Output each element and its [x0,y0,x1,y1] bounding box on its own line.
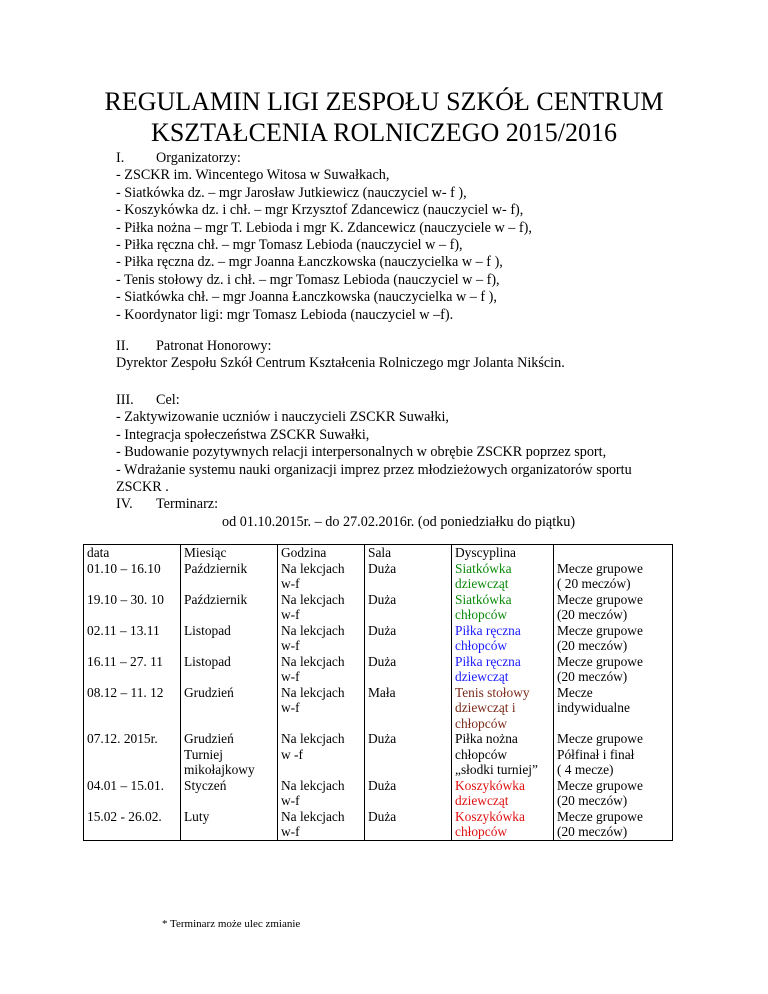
cell-month-line: Grudzień [184,684,234,700]
cell-hall: Duża [365,623,452,654]
cell-match-type-line: ( 20 meczów) [557,576,631,591]
cell-month-line: Grudzień [184,731,234,746]
cell-discipline [452,654,554,685]
cell-month-line: mikołajkowy [184,762,255,777]
cell-discipline [452,778,554,809]
header-data: data [84,545,181,561]
document-title [0,86,768,148]
header-discipline: Dyscyplina [452,545,554,561]
cell-discipline-line: chłopców [455,715,508,731]
cell-hour [278,623,365,654]
cell-discipline-line: dziewcząt i [455,700,516,715]
cell-hour [278,685,365,732]
section-line: - Zaktywizowanie uczniów i nauczycieli ZSCKR Suwałki, [116,409,449,426]
cell-hour [278,592,365,623]
cell-hour-line: Na lekcjach [281,653,345,669]
cell-month-line: Styczeń [184,777,227,793]
section-line: - Siatkówka chł. – mgr Joanna Łanczkowska (nauczycielka w – f ), [116,289,497,306]
cell-discipline-line: dziewcząt [455,669,509,684]
section-line: - Tenis stołowy dz. i chł. – mgr Tomasz Lebioda (nauczyciel w – f), [116,271,500,288]
cell-hall: Duża [365,654,452,685]
cell-discipline-line: Piłka ręczna [455,653,521,669]
cell-month-line: Listopad [184,653,231,669]
title-line-2: KSZTAŁCENIA ROLNICZEGO 2015/2016 [151,118,617,147]
cell-hall: Duża [365,778,452,809]
cell-month-line: Październik [184,591,248,607]
header-hall: Sala [365,545,452,561]
section-organizers [116,150,532,324]
section-line: - Integracja społeczeństwa ZSCKR Suwałki, [116,426,370,443]
section-schedule [116,496,218,513]
section-line: - ZSCKR im. Wincentego Witosa w Suwałkach, [116,167,390,184]
section-line: - Wdrażanie systemu nauki organizacji imprez przez młodzieżowych organizatorów sportu [116,461,632,478]
title-line-1: REGULAMIN LIGI ZESPOŁU SZKÓŁ CENTRUM [104,87,664,116]
table-row [84,809,673,841]
cell-hour-line: w-f [281,638,300,653]
cell-match-type-line: Półfinał i finał [557,746,635,762]
section-patronage [116,338,565,373]
cell-match-type [554,809,673,841]
cell-match-type-line: Mecze grupowe [557,731,643,746]
cell-discipline-line: „słodki turniej” [455,762,538,777]
cell-hour-line: w-f [281,700,300,715]
cell-hour-line: Na lekcjach [281,684,345,700]
section-number: IV. [116,496,133,512]
cell-hall: Duża [365,731,452,778]
section-heading: Organizatorzy: [156,150,241,166]
cell-match-type-line: Mecze grupowe [557,622,643,638]
cell-month [181,778,278,809]
cell-discipline-line: chłopców [455,638,508,653]
cell-month-line: Luty [184,808,210,824]
table-row [84,592,673,623]
cell-month-line: Turniej [184,746,223,762]
cell-discipline-line: Piłka ręczna [455,622,521,638]
cell-hall: Duża [365,592,452,623]
schedule-table [83,544,673,841]
cell-date: 19.10 – 30. 10 [84,592,181,623]
cell-hour-line: w-f [281,824,300,839]
cell-hour-line: w-f [281,576,300,591]
header-month: Miesiąc [181,545,278,561]
cell-match-type [554,685,673,732]
cell-discipline-line: Koszykówka [455,777,525,793]
cell-hour [278,731,365,778]
section-heading: Patronat Honorowy: [156,338,272,354]
cell-discipline-line: Tenis stołowy [455,684,530,700]
table-row [84,685,673,732]
cell-discipline [452,592,554,623]
cell-month [181,685,278,732]
cell-hour [278,654,365,685]
cell-discipline [452,731,554,778]
cell-match-type-line: (20 meczów) [557,638,628,653]
cell-match-type-line: Mecze grupowe [557,591,643,607]
cell-discipline-line: chłopców [455,607,508,622]
cell-match-type-line: Mecze grupowe [557,560,643,576]
section-line: - Koszykówka dz. i chł. – mgr Krzysztof Zdancewicz (nauczyciel w- f), [116,202,524,219]
cell-match-type-line: (20 meczów) [557,793,628,808]
cell-match-type [554,623,673,654]
cell-discipline-line: Piłka nożna [455,731,518,746]
cell-discipline-line: Koszykówka [455,808,525,824]
cell-hour-line: Na lekcjach [281,622,345,638]
cell-month-line: Październik [184,560,248,576]
section-number: III. [116,392,134,408]
cell-discipline-line: chłopców [455,746,508,762]
section-number: II. [116,338,129,354]
cell-hour-line: w -f [281,746,303,762]
cell-discipline-line: chłopców [455,824,508,839]
cell-month-line: Listopad [184,622,231,638]
header-type [554,545,673,561]
cell-discipline-line: Siatkówka [455,591,512,607]
cell-hour-line: w-f [281,793,300,808]
section-line: - Piłka nożna – mgr T. Lebioda i mgr K. Zdancewicz (nauczyciele w – f), [116,219,532,236]
cell-hour-line: Na lekcjach [281,808,345,824]
cell-month [181,592,278,623]
section-line: - Piłka ręczna dz. – mgr Joanna Łanczkowska (nauczycielka w – f ), [116,254,503,271]
section-heading: Cel: [156,392,180,408]
table-row [84,731,673,778]
cell-match-type-line: Mecze grupowe [557,653,643,669]
cell-month [181,623,278,654]
cell-date: 08.12 – 11. 12 [84,685,181,732]
cell-discipline-line: Siatkówka [455,560,512,576]
cell-discipline [452,809,554,841]
table-row [84,778,673,809]
schedule-dates: od 01.10.2015r. – do 27.02.2016r. (od poniedziałku do piątku) [222,514,576,530]
cell-match-type [554,731,673,778]
cell-date: 16.11 – 27. 11 [84,654,181,685]
cell-hour-line: w-f [281,669,300,684]
cell-month [181,561,278,592]
cell-hour [278,561,365,592]
section-goal [116,392,632,496]
section-line: - Siatkówka dz. – mgr Jarosław Jutkiewicz (nauczyciel w- f ), [116,184,467,201]
cell-match-type [554,592,673,623]
cell-discipline [452,685,554,732]
cell-match-type-line: Mecze grupowe [557,777,643,793]
table-row [84,561,673,592]
cell-date: 01.10 – 16.10 [84,561,181,592]
cell-date: 15.02 - 26.02. [84,809,181,841]
header-hour: Godzina [278,545,365,561]
cell-month [181,654,278,685]
cell-hall: Duża [365,809,452,841]
cell-hall: Duża [365,561,452,592]
section-line: - Budowanie pozytywnych relacji interpersonalnych w obrębie ZSCKR poprzez sport, [116,444,607,461]
table-row [84,654,673,685]
cell-hour-line: Na lekcjach [281,560,345,576]
table-row [84,623,673,654]
cell-date: 04.01 – 15.01. [84,778,181,809]
schedule-note: * Terminarz może ulec zmianie [162,918,301,930]
cell-match-type-line: (20 meczów) [557,824,628,839]
cell-match-type [554,778,673,809]
cell-match-type [554,654,673,685]
cell-hour-line: Na lekcjach [281,591,345,607]
cell-match-type-line: (20 meczów) [557,607,628,622]
cell-hour-line: w-f [281,607,300,622]
cell-hour-line: Na lekcjach [281,777,345,793]
cell-discipline [452,623,554,654]
cell-match-type-line: Mecze [557,684,593,700]
cell-hour [278,809,365,841]
section-heading: Terminarz: [156,496,219,512]
section-number: I. [116,150,125,166]
cell-match-type-line: indywidualne [557,700,630,715]
cell-match-type-line: (20 meczów) [557,669,628,684]
cell-date: 07.12. 2015r. [84,731,181,778]
cell-hour [278,778,365,809]
cell-hour-line: Na lekcjach [281,731,345,746]
cell-month [181,731,278,778]
cell-date: 02.11 – 13.11 [84,623,181,654]
cell-match-type-line: Mecze grupowe [557,808,643,824]
cell-discipline-line: dziewcząt [455,793,509,808]
section-line: - Koordynator ligi: mgr Tomasz Lebioda (nauczyciel w –f). [116,306,454,323]
cell-match-type [554,561,673,592]
section-line: Dyrektor Zespołu Szkół Centrum Kształcenia Rolniczego mgr Jolanta Nikścin. [116,355,565,372]
cell-match-type-line: ( 4 mecze) [557,762,614,777]
cell-discipline-line: dziewcząt [455,576,509,591]
section-line: - Piłka ręczna chł. – mgr Tomasz Lebioda (nauczyciel w – f), [116,237,463,254]
section-line: ZSCKR . [116,479,169,496]
cell-hall: Mała [365,685,452,732]
cell-month [181,809,278,841]
table-header-row [84,545,673,561]
cell-discipline [452,561,554,592]
